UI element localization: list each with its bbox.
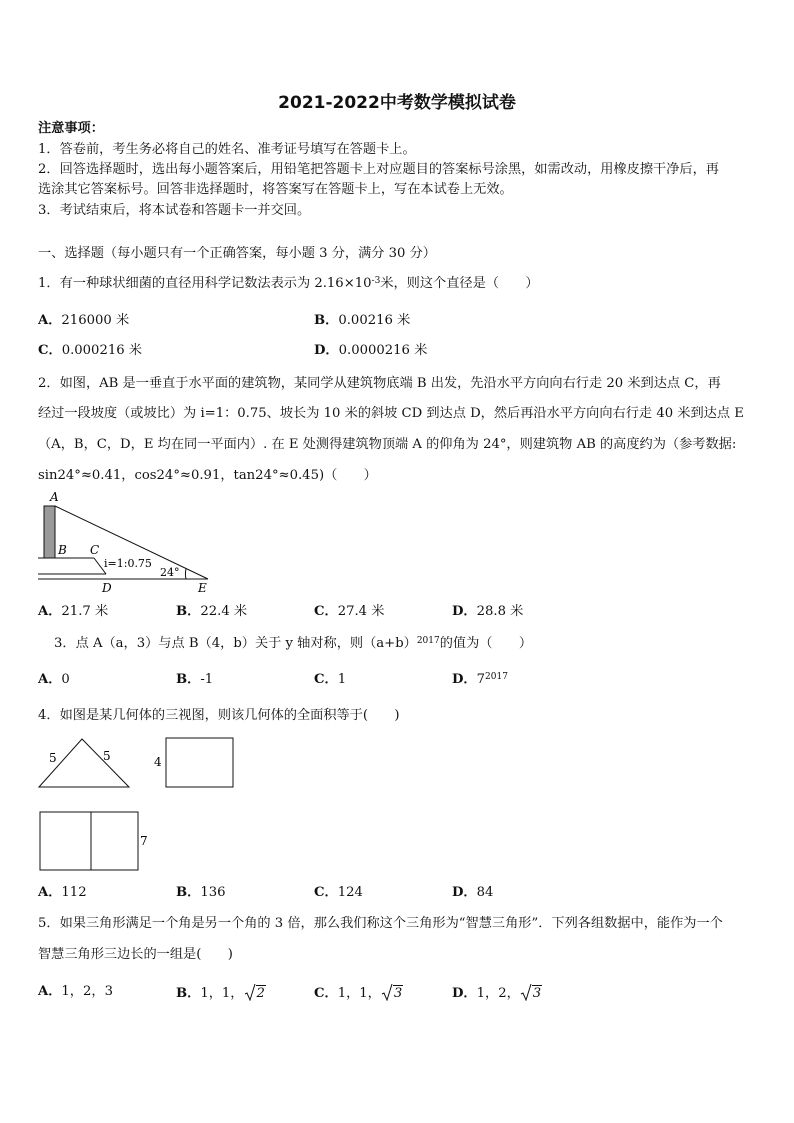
q2-option-d[interactable] <box>452 603 523 621</box>
option-text: 21.7 米 <box>61 604 109 619</box>
option-label: B． <box>176 885 201 900</box>
option-label: A． <box>38 984 62 999</box>
option-label: B． <box>314 313 339 328</box>
q2-option-c[interactable] <box>314 603 384 621</box>
option-text: 0.00216 米 <box>338 313 411 328</box>
option-label: D． <box>452 604 477 619</box>
q5-option-a[interactable] <box>38 983 113 1001</box>
q4-three-view-figure <box>36 734 246 874</box>
option-text: 112 <box>61 885 87 900</box>
angle-arc <box>185 569 186 579</box>
notice-line-4: 3．考试结束后，将本试卷和答题卡一并交回。 <box>38 203 311 218</box>
label-a: A <box>50 490 59 504</box>
q1-option-b[interactable] <box>314 312 410 330</box>
q2-option-b[interactable] <box>176 603 247 621</box>
radicand: 2 <box>256 986 265 1001</box>
option-text: 0.000216 米 <box>61 343 142 358</box>
q2-line-2: 经过一段坡度（或坡比）为 i=1：0.75、坡长为 10 米的斜坡 CD 到达点 D，然后再沿水平方向向右行走 40 米到达点 E <box>38 406 744 421</box>
q3-option-a[interactable] <box>38 671 70 689</box>
q5-line-2: 智慧三角形三边长的一组是( ) <box>38 947 233 962</box>
option-label: C． <box>314 672 338 687</box>
radicand: 3 <box>393 986 403 1001</box>
slope-label: i=1:0.75 <box>104 557 152 570</box>
option-text: 124 <box>337 885 363 900</box>
q1-option-d[interactable] <box>314 342 427 360</box>
option-label: D． <box>452 885 477 900</box>
notice-heading: 注意事项： <box>38 121 104 136</box>
option-label: D． <box>314 343 339 358</box>
q1-stem-tail: 米，则这个直径是（ ） <box>380 276 539 291</box>
option-label: A． <box>38 313 62 328</box>
option-text: 0 <box>61 672 70 687</box>
option-text: 216000 米 <box>61 313 130 328</box>
option-label: C． <box>38 343 62 358</box>
option-label: B． <box>176 672 201 687</box>
angle-label: 24° <box>160 566 180 579</box>
option-label: C． <box>314 604 338 619</box>
radicand: 3 <box>532 986 542 1001</box>
q4-option-b[interactable] <box>176 884 226 902</box>
option-text: 27.4 米 <box>337 604 385 619</box>
option-text: 0.0000216 米 <box>338 343 428 358</box>
option-exponent: 2017 <box>485 672 508 682</box>
label-c: C <box>90 543 100 557</box>
q5-option-d[interactable] <box>452 983 542 1003</box>
q2-line-4: sin24°≈0.41，cos24°≈0.91，tan24°≈0.45)（ ） <box>38 468 377 483</box>
q2-building-figure <box>36 488 216 596</box>
tri-right-label: 5 <box>103 749 111 763</box>
q3-exponent: 2017 <box>416 636 440 646</box>
q5-line-1: 5．如果三角形满足一个角是另一个角的 3 倍，那么我们称这个三角形为“智慧三角形”．下列各组数据中，能作为一个 <box>38 916 723 931</box>
option-label: D． <box>452 986 477 1001</box>
q2-option-a[interactable] <box>38 603 108 621</box>
side-view-rect <box>166 738 233 787</box>
label-d: D <box>102 581 112 595</box>
sqrt-symbol <box>520 983 542 1003</box>
option-label: C． <box>314 885 338 900</box>
q3-option-d[interactable] <box>452 671 508 689</box>
option-label: D． <box>452 672 477 687</box>
question-3-stem <box>54 635 532 653</box>
notice-line-1: 1．答卷前，考生务必将自己的姓名、准考证号填写在答题卡上。 <box>38 142 416 157</box>
option-text: -1 <box>200 672 214 687</box>
option-label: A． <box>38 604 62 619</box>
front-side-label: 7 <box>140 834 148 848</box>
option-text: 136 <box>200 885 226 900</box>
question-4-stem: 4．如图是某几何体的三视图，则该几何体的全面积等于( ) <box>38 708 400 723</box>
option-label: A． <box>38 885 62 900</box>
option-text: 1，2， <box>476 986 520 1001</box>
side-label: 4 <box>154 755 162 769</box>
tri-left-label: 5 <box>49 751 57 765</box>
q4-option-d[interactable] <box>452 884 493 902</box>
q4-option-c[interactable] <box>314 884 363 902</box>
q5-option-c[interactable] <box>314 983 403 1003</box>
q3-stem-text: 3．点 A（a，3）与点 B（4，b）关于 y 轴对称，则（a+b） <box>54 636 417 651</box>
building-ab <box>44 506 55 558</box>
option-text: 7 <box>476 672 486 687</box>
q1-stem-text: 1．有一种球状细菌的直径用科学记数法表示为 2.16×10 <box>38 276 372 291</box>
q3-stem-tail: 的值为（ ） <box>439 636 533 651</box>
q5-option-b[interactable] <box>176 983 266 1003</box>
option-label: C． <box>314 986 338 1001</box>
option-label: B． <box>176 604 201 619</box>
option-text: 1 <box>337 672 347 687</box>
label-b: B <box>58 543 67 557</box>
option-text: 84 <box>476 885 494 900</box>
notice-line-3: 选涂其它答案标号。回答非选择题时，将答案写在答题卡上，写在本试卷上无效。 <box>38 182 513 197</box>
question-1-stem <box>38 275 539 293</box>
front-view-rect <box>40 812 138 870</box>
q2-line-1: 2．如图，AB 是一垂直于水平面的建筑物，某同学从建筑物底端 B 出发，先沿水平方向向右行走 20 米到达点 C，再 <box>38 376 721 391</box>
option-text: 22.4 米 <box>200 604 248 619</box>
notice-line-2: 2．回答选择题时，选出每小题答案后，用铅笔把答题卡上对应题目的答案标号涂黑，如需改动，用橡皮擦干净后，再 <box>38 162 719 177</box>
option-text: 28.8 米 <box>476 604 524 619</box>
q3-option-c[interactable] <box>314 671 346 689</box>
option-text: 1，1， <box>337 986 381 1001</box>
sqrt-symbol <box>244 983 266 1003</box>
option-text: 1，2，3 <box>61 984 113 999</box>
sqrt-symbol <box>381 983 403 1003</box>
label-e: E <box>198 581 207 595</box>
page-title: 2021-2022中考数学模拟试卷 <box>278 93 516 113</box>
q3-option-b[interactable] <box>176 671 213 689</box>
option-label: B． <box>176 986 201 1001</box>
q4-option-a[interactable] <box>38 884 87 902</box>
section-heading: 一、选择题（每小题只有一个正确答案，每小题 3 分，满分 30 分） <box>38 246 436 261</box>
option-label: A． <box>38 672 62 687</box>
option-text: 1，1， <box>200 986 244 1001</box>
q2-line-3: （A，B，C，D，E 均在同一平面内）. 在 E 处测得建筑物顶端 A 的仰角为 24°，则建筑物 AB 的高度约为（参考数据: <box>38 437 737 452</box>
q1-option-c[interactable] <box>38 342 142 360</box>
q1-option-a[interactable] <box>38 312 129 330</box>
q1-exponent: -3 <box>371 276 381 286</box>
